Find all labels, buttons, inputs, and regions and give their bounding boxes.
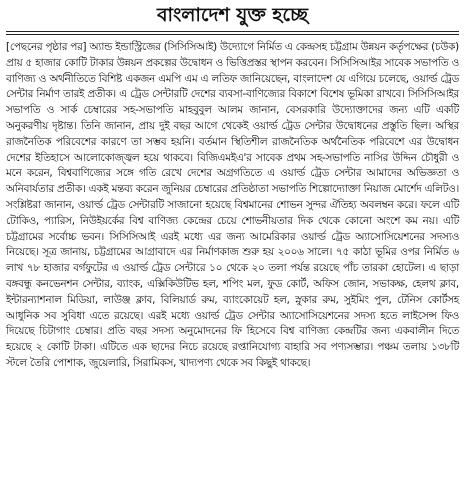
continuation-marker: [পেছনের পৃষ্ঠার পর] bbox=[6, 41, 87, 53]
headline: বাংলাদেশ যুক্ত হচ্ছে bbox=[156, 4, 309, 26]
headline-rule-bottom bbox=[6, 34, 459, 35]
headline-rule-top bbox=[6, 31, 459, 32]
article-text: অ্যান্ড ইন্ডাস্ট্রিজের (সিসিসিআই) উদ্যোগে নির্মিত এ কেন্দ্রসহ চট্টগ্রাম উন্নয়ন কর্তৃপক্ষের (চউক) প্রায় ৫ হাজার কোটি টাকার উন্নয়ন প্রকল্পের উদ্বোধন ও ভিত্তিপ্রস্তর স্থাপন করবেন। সিসিসিআইর সাবেক সভাপতি ও বাণিজ্য ও অর্থনীতিতে বিশিষ্ট একজন এমপি এম এ লতিফ জানিয়েছেন, বাংলাদেশ যে এগিয়ে চলেছে, ওয়ার্ল্ড ট্রেড সেন্টার নির্মাণ তারই প্রতীক। এ ট্রেড সেন্টারটি দেশের ব্যবসা-বাণিজ্যের বিকাশে বিশেষ ভূমিকা রাখবে। সিসিসিআইর সভাপতি ও সার্ক চেম্বারের সহ-সভাপতি মাহবুবুল আলম জানান, বেসরকারি উদ্যোক্তাদের জন্য এটি একটি অনুকরণীয় দৃষ্টান্ত। তিনি জানান, প্রায় দুই বছর আগে থেকেই ওয়ার্ল্ড ট্রেড সেন্টার উদ্বোধনের প্রস্তুতি ছিল। অস্থির রাজনৈতিক পরিবেশের কারণে তা সম্ভব হয়নি। বর্তমান স্থিতিশীল রাজনৈতিক অর্থনৈতিক পরিবেশে এর উদ্বোধন দেশের ইতিহাসে আলোকোজ্জ্বল হয়ে থাকবে। বিজিএমইএ'র সাবেক প্রথম সহ-সভাপতি নাসির উদ্দিন চৌধুরী ও মনে করেন, বিশ্ববাণিজ্যের সঙ্গে গতি রেখে দেশের অগ্রগতিতে এ ওয়ার্ল্ড ট্রেড সেন্টার আমাদের অভিজ্ঞতা ও অনিবার্যতার প্রতীক। একই মন্তব্য করেন জুনিয়র চেম্বারের প্রতিষ্ঠাতা সভাপতি শিল্পোদ্যোক্তা নিয়াজ মোর্শেদ এলিটও। সংশ্লিষ্টরা জানান, ওয়ার্ল্ড ট্রেড সেন্টারটি সাজানো হয়েছে বিশ্বমানের শোভন সুন্দর ঐতিহ্য অবলম্বন করে। ফলে এটি টোকিও, প্যারিস, নিউইয়র্কের বিশ্ব বাণিজ্য কেন্দ্রের চেয়ে শোভনীয়তার দিক থেকে কোনো অংশে কম নয়। এটি চট্টগ্রামের সর্বোচ্চ ভবন। সিসিসিআই এরই মধ্যে এর জন্য আমেরিকার ওয়ার্ল্ড ট্রেড অ্যাসোসিয়েশনের সদস্যও নিয়েছে। সূত্র জানায়, চট্টগ্রামের আগ্রাবাদে এর নির্মাণকাজ শুরু হয় ২০০৬ সালে। ৭৫ কাঠা ভূমির ওপর নির্মিত ৬ লাখ ৭৮ হাজার বর্গফুটের এ ওয়ার্ল্ড ট্রেড সেন্টারে ১০ থেকে ২০ তলা পর্যন্ত রয়েছে পাঁচ তারকা হোটেল। এ ছাড়া বঙ্গবন্ধু কনভেনশন সেন্টার, ব্যাংক, এক্সিকিউটিভ হল, শপিং মল, ফুড কোর্ট, অফিস জোন, সভাকক্ষ, হেলথ ক্লাব, ইন্টারন্যাশনাল মিডিয়া, লাউঞ্জ ক্লাব, বিলিয়ার্ড রুম, ব্যাংকোয়েট হল, স্নুকার রুম, সুইমিং পুল, টেনিস কোর্টসহ আধুনিক সব সুবিধা এতে রয়েছে। এরই মধ্যে ওয়ার্ল্ড ট্রেড সেন্টার অ্যাসোসিয়েশনের সদস্য হতে লাইসেন্স ফিও দিয়েছে চিটাগাং চেম্বার। প্রতি বছর সদস্য অনুমোদনের ফি হিসেবে বিশ্ব বাণিজ্য কেন্দ্রটির জন্য একবালীন দিতে হয়েছে ২ কোটি টাকা। এটিতে এক ছাদের নিচে রয়েছে রপ্তানিযোগ্য বাহারি সব পণ্যসম্ভার। পঞ্চম তলায় ১৩৮টি স্টলে তৈরি পোশাক, জুয়েলারি, সিরামিকস, খাদ্যপণ্য থেকে সব কিছুই থাকছে। bbox=[6, 41, 459, 369]
article-body bbox=[6, 40, 459, 372]
